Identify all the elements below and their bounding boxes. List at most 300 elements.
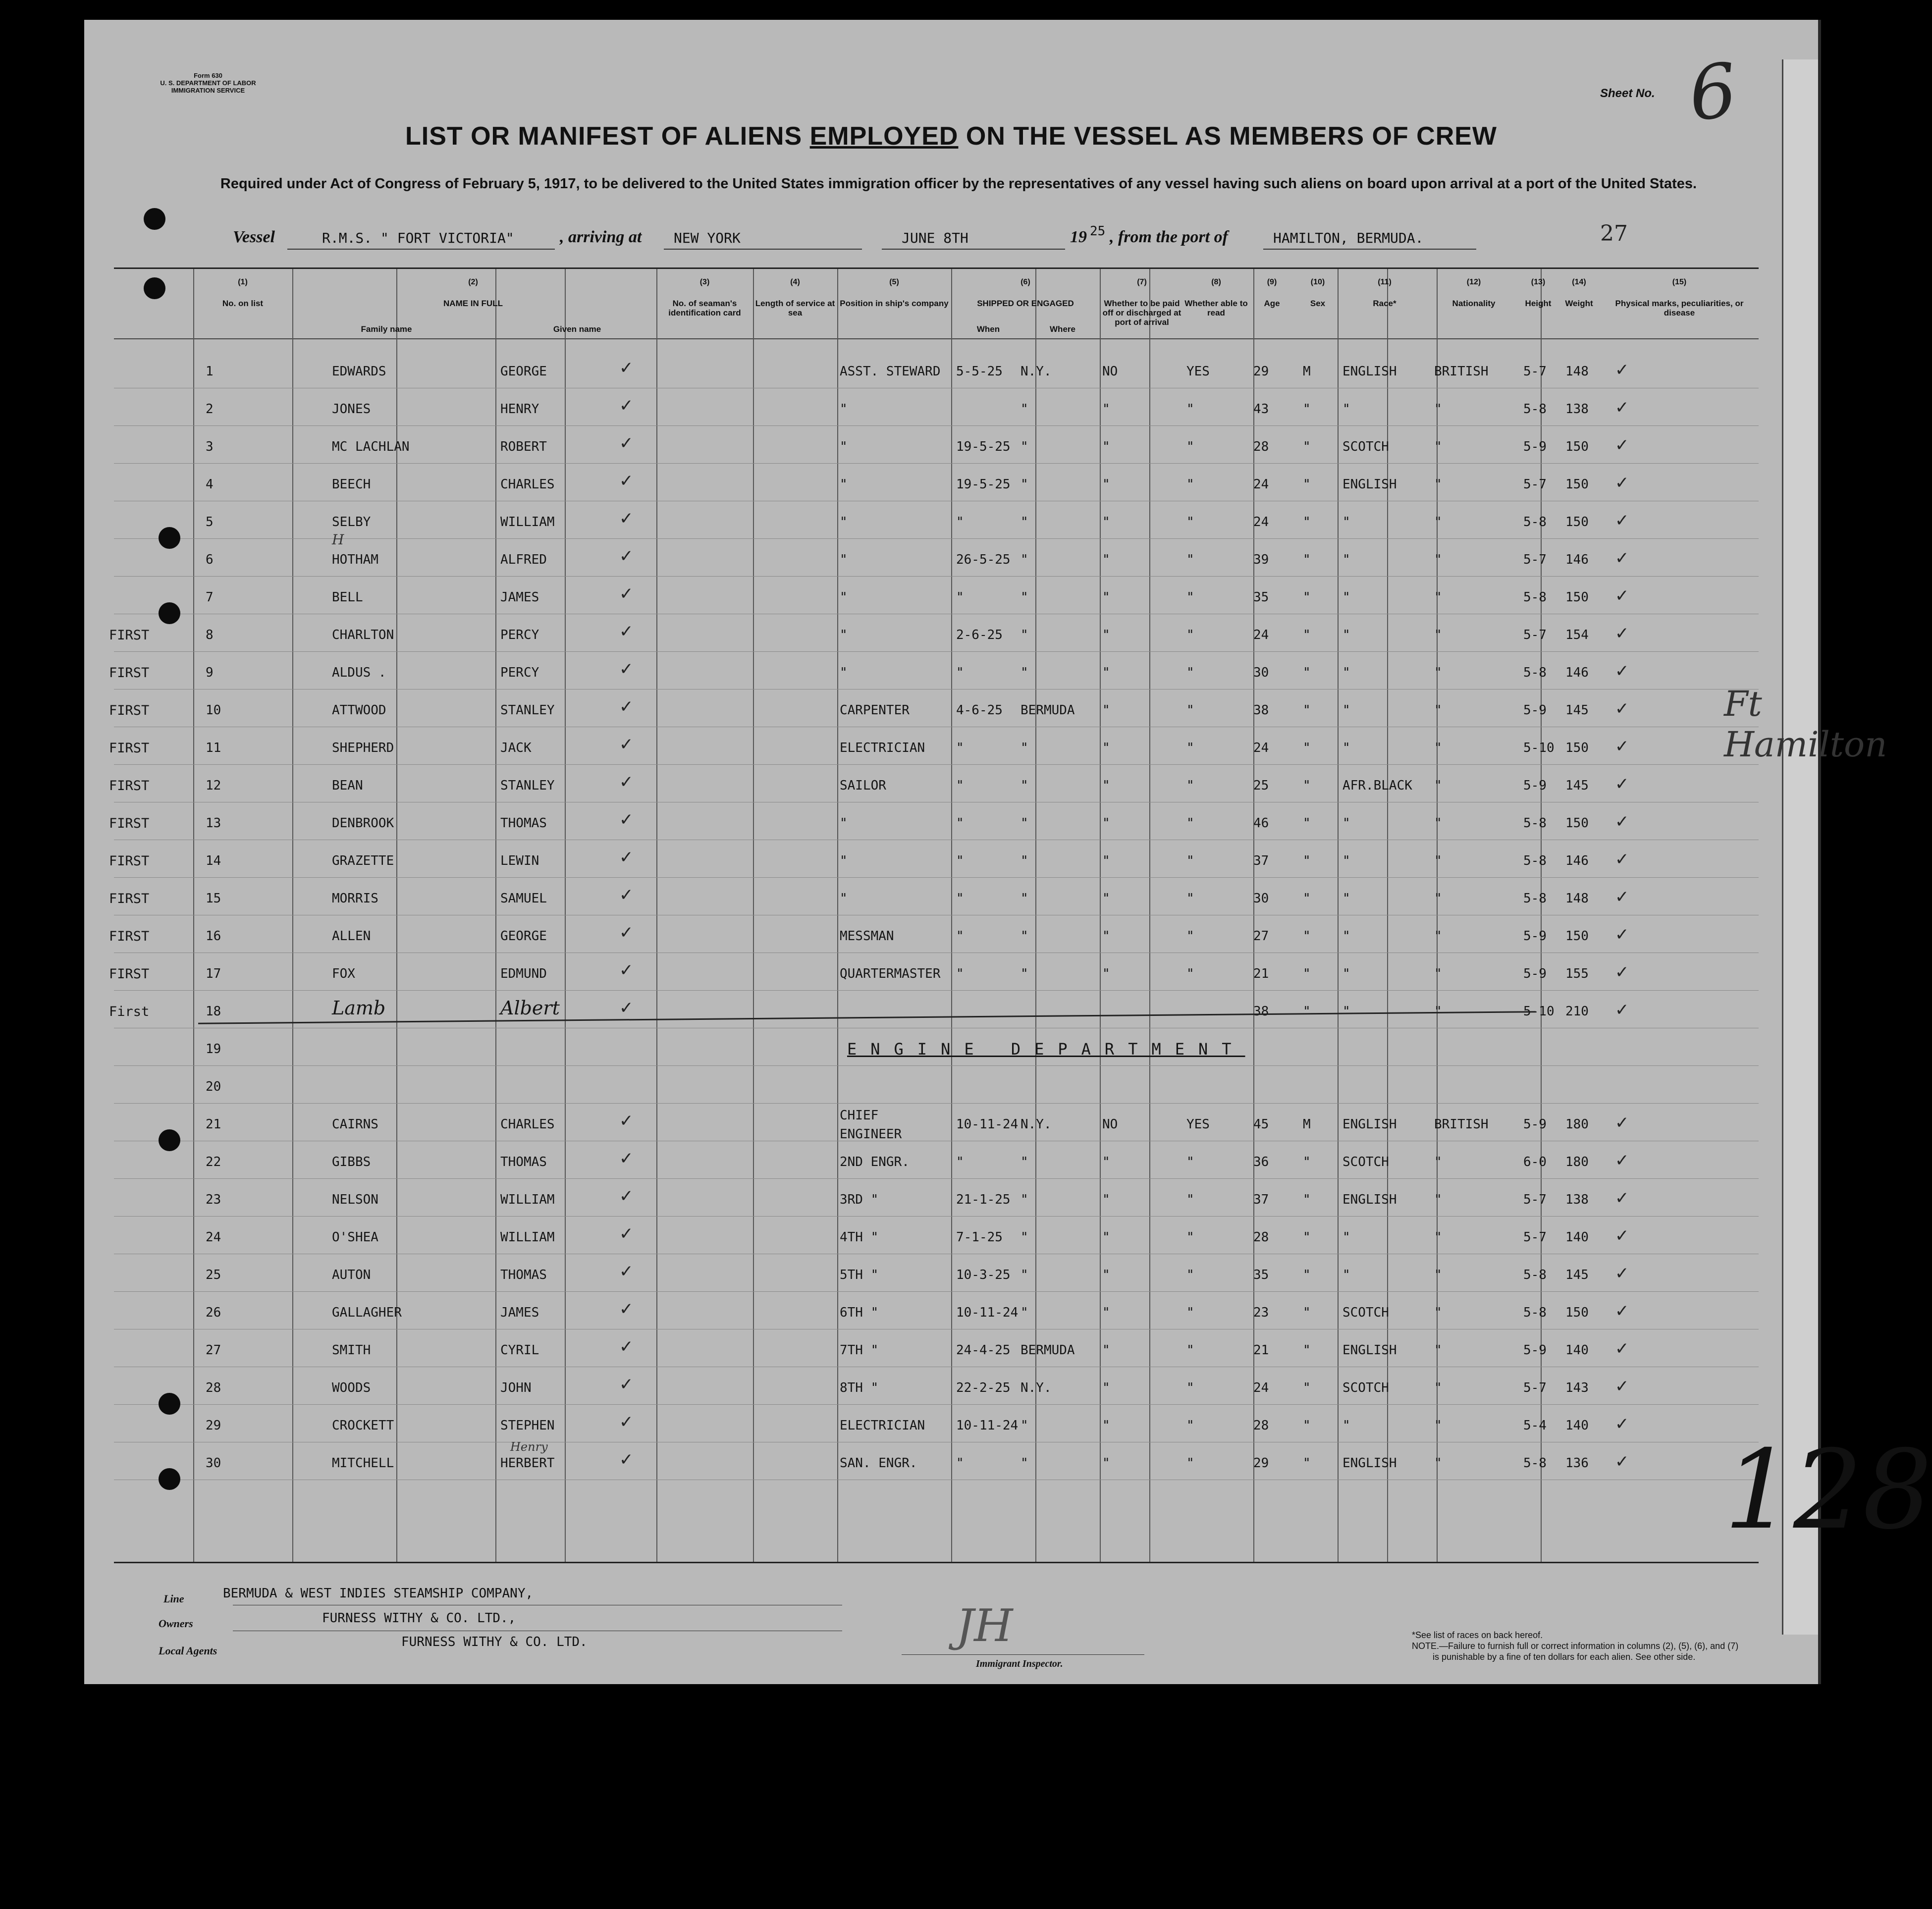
cell-nat: " bbox=[1434, 816, 1442, 831]
cell-position: " bbox=[840, 590, 848, 605]
cell-position: ELECTRICIAN bbox=[840, 741, 925, 755]
cell-paid: NO bbox=[1102, 364, 1118, 379]
cell-no: 6 bbox=[206, 552, 214, 567]
cell-race: ENGLISH bbox=[1342, 1343, 1397, 1358]
check-mark-icon: ✓ bbox=[1615, 661, 1629, 681]
cell-read: " bbox=[1186, 1418, 1194, 1433]
cell-position: " bbox=[840, 891, 848, 906]
table-row bbox=[109, 617, 1759, 654]
cell-where: " bbox=[1020, 1418, 1028, 1433]
cell-no: 9 bbox=[206, 665, 214, 680]
cell-no: 8 bbox=[206, 628, 214, 642]
cell-weight: 155 bbox=[1565, 966, 1589, 981]
cell-where: " bbox=[1020, 853, 1028, 868]
inspector-label: Immigrant Inspector. bbox=[976, 1658, 1063, 1669]
cell-age: 30 bbox=[1253, 665, 1269, 680]
cell-weight: 145 bbox=[1565, 778, 1589, 793]
cell-position: 8TH " bbox=[840, 1380, 879, 1395]
cell-race: ENGLISH bbox=[1342, 477, 1397, 492]
cell-position: " bbox=[840, 552, 848, 567]
cell-position: " bbox=[840, 628, 848, 642]
cell-race: " bbox=[1342, 703, 1350, 718]
cell-family: CHARLTON bbox=[332, 628, 394, 642]
table-row bbox=[114, 541, 1759, 579]
cell-read: YES bbox=[1186, 364, 1210, 379]
column-number: (3) bbox=[699, 278, 710, 286]
cell-no: 19 bbox=[206, 1042, 221, 1057]
cell-height: 5-8 bbox=[1523, 853, 1547, 868]
cell-read: " bbox=[1186, 1192, 1194, 1207]
column-number: (12) bbox=[1466, 278, 1481, 286]
table-row bbox=[114, 1370, 1759, 1407]
cell-given: HENRY bbox=[500, 402, 539, 417]
cell-race: " bbox=[1342, 816, 1350, 831]
cell-family: ALDUS . bbox=[332, 665, 386, 680]
cell-age: 24 bbox=[1253, 741, 1269, 755]
cell-where: N.Y. bbox=[1020, 1117, 1052, 1132]
cell-sex: " bbox=[1303, 816, 1311, 831]
cell-nat: " bbox=[1434, 1230, 1442, 1245]
cell-sex: M bbox=[1303, 1117, 1311, 1132]
cell-age: 30 bbox=[1253, 891, 1269, 906]
line-name: BERMUDA & WEST INDIES STEAMSHIP COMPANY, bbox=[223, 1586, 534, 1601]
manifest-footer bbox=[114, 1570, 1759, 1669]
cell-family: MITCHELL bbox=[332, 1456, 394, 1471]
note-failure: NOTE.—Failure to furnish full or correct information in columns (2), (5), (6), and (7) bbox=[1412, 1641, 1739, 1651]
column-number: (1) bbox=[238, 278, 248, 286]
id-check-mark-icon: ✓ bbox=[619, 1224, 634, 1244]
cell-when: 10-11-24 bbox=[956, 1305, 1019, 1320]
page-subtitle: Required under Act of Congress of February 5, 1917, to be delivered to the United States immigration officer by the representatives of any vessel having such aliens on board upon arrival at a port of the United States. bbox=[220, 176, 1697, 192]
cell-where: " bbox=[1020, 741, 1028, 755]
cell-height: 5-8 bbox=[1523, 1305, 1547, 1320]
punch-hole bbox=[144, 208, 165, 230]
cell-when: " bbox=[956, 929, 964, 944]
agents-name: FURNESS WITHY & CO. LTD. bbox=[401, 1635, 588, 1649]
column-header: No. on list bbox=[222, 299, 264, 308]
cell-paid: NO bbox=[1102, 1117, 1118, 1132]
cell-height: 5-9 bbox=[1523, 929, 1547, 944]
table-row bbox=[114, 504, 1759, 541]
cell-height: 5-7 bbox=[1523, 628, 1547, 642]
cell-position: " bbox=[840, 515, 848, 530]
id-check-mark-icon: ✓ bbox=[619, 1111, 634, 1131]
first-class-label: FIRST bbox=[109, 853, 150, 869]
cell-given: EDMUND bbox=[500, 966, 547, 981]
given-name-correction: Henry bbox=[510, 1440, 548, 1454]
cell-when: " bbox=[956, 590, 964, 605]
cell-paid: " bbox=[1102, 1343, 1110, 1358]
check-mark-icon: ✓ bbox=[1615, 1000, 1629, 1020]
cell-position: 7TH " bbox=[840, 1343, 879, 1358]
cell-where: " bbox=[1020, 590, 1028, 605]
cell-height: 5-8 bbox=[1523, 816, 1547, 831]
cell-paid: " bbox=[1102, 665, 1110, 680]
column-number: (8) bbox=[1211, 278, 1221, 286]
check-mark-icon: ✓ bbox=[1615, 1151, 1629, 1170]
cell-paid: " bbox=[1102, 515, 1110, 530]
cell-no: 7 bbox=[206, 590, 214, 605]
check-mark-icon: ✓ bbox=[1615, 398, 1629, 418]
cell-no: 23 bbox=[206, 1192, 221, 1207]
cell-nat: " bbox=[1434, 966, 1442, 981]
cell-read: " bbox=[1186, 1343, 1194, 1358]
cell-nat: " bbox=[1434, 402, 1442, 417]
cell-no: 28 bbox=[206, 1380, 221, 1395]
column-number: (15) bbox=[1672, 278, 1687, 286]
cell-weight: 180 bbox=[1565, 1117, 1589, 1132]
first-class-label: FIRST bbox=[109, 816, 150, 831]
cell-age: 29 bbox=[1253, 364, 1269, 379]
cell-family: DENBROOK bbox=[332, 816, 394, 831]
cell-paid: " bbox=[1102, 1380, 1110, 1395]
id-check-mark-icon: ✓ bbox=[619, 358, 634, 378]
cell-age: 28 bbox=[1253, 1418, 1269, 1433]
cell-height: 5-7 bbox=[1523, 552, 1547, 567]
cell-no: 20 bbox=[206, 1079, 221, 1094]
cell-read: " bbox=[1186, 515, 1194, 530]
cell-no: 16 bbox=[206, 929, 221, 944]
punch-hole bbox=[159, 1468, 180, 1490]
cell-given: GEORGE bbox=[500, 364, 547, 379]
id-check-mark-icon: ✓ bbox=[619, 546, 634, 566]
cell-nat: " bbox=[1434, 891, 1442, 906]
cell-sex: " bbox=[1303, 1192, 1311, 1207]
cell-height: 5-8 bbox=[1523, 515, 1547, 530]
handwritten-total: 128 bbox=[1724, 1427, 1932, 1553]
cell-race: ENGLISH bbox=[1342, 364, 1397, 379]
column-header: Whether able to read bbox=[1184, 299, 1248, 318]
cell-read: " bbox=[1186, 1305, 1194, 1320]
column-number: (9) bbox=[1267, 278, 1277, 286]
cell-race: " bbox=[1342, 1230, 1350, 1245]
column-header: Sex bbox=[1310, 299, 1326, 308]
table-row bbox=[114, 1181, 1759, 1219]
column-number: (5) bbox=[889, 278, 899, 286]
table-row bbox=[114, 353, 1759, 390]
cell-race: SCOTCH bbox=[1342, 1380, 1389, 1395]
cell-sex: " bbox=[1303, 966, 1311, 981]
cell-height: 5-8 bbox=[1523, 1268, 1547, 1282]
table-row bbox=[109, 880, 1759, 917]
cell-family: MORRIS bbox=[332, 891, 378, 906]
id-check-mark-icon: ✓ bbox=[619, 1149, 634, 1168]
engine-department-heading: ENGINE DEPARTMENT bbox=[847, 1040, 1245, 1059]
cell-sex: " bbox=[1303, 1155, 1311, 1169]
column-header: Whether to be paid off or discharged at port of arrival bbox=[1102, 299, 1181, 327]
cell-where: N.Y. bbox=[1020, 1380, 1052, 1395]
first-class-label: First bbox=[109, 1004, 150, 1019]
cell-no: 5 bbox=[206, 515, 214, 530]
cell-no: 18 bbox=[206, 1004, 221, 1019]
cell-sex: " bbox=[1303, 741, 1311, 755]
cell-height: 5-7 bbox=[1523, 477, 1547, 492]
id-check-mark-icon: ✓ bbox=[619, 1299, 634, 1319]
cell-age: 38 bbox=[1253, 1004, 1269, 1019]
id-check-mark-icon: ✓ bbox=[619, 960, 634, 980]
id-check-mark-icon: ✓ bbox=[619, 1412, 634, 1432]
cell-where: " bbox=[1020, 552, 1028, 567]
cell-height: 5-8 bbox=[1523, 891, 1547, 906]
cell-weight: 148 bbox=[1565, 891, 1589, 906]
cell-weight: 138 bbox=[1565, 402, 1589, 417]
header-rule bbox=[114, 338, 1759, 339]
check-mark-icon: ✓ bbox=[1615, 511, 1629, 530]
cell-read: " bbox=[1186, 741, 1194, 755]
cell-sex: " bbox=[1303, 1004, 1311, 1019]
cell-read: " bbox=[1186, 1268, 1194, 1282]
table-row bbox=[114, 579, 1759, 616]
cell-given: PERCY bbox=[500, 665, 539, 680]
vessel-label: Vessel bbox=[233, 228, 275, 246]
cell-given: CHARLES bbox=[500, 477, 555, 492]
cell-weight: 150 bbox=[1565, 515, 1589, 530]
service-name: IMMIGRATION SERVICE bbox=[171, 87, 245, 94]
cell-when: " bbox=[956, 665, 964, 680]
cell-given: Albert bbox=[500, 997, 560, 1019]
cell-position: ASST. STEWARD bbox=[840, 364, 941, 379]
cell-family: FOX bbox=[332, 966, 355, 981]
first-class-label: FIRST bbox=[109, 741, 150, 756]
cell-no: 10 bbox=[206, 703, 221, 718]
cell-nat: " bbox=[1434, 552, 1442, 567]
id-check-mark-icon: ✓ bbox=[619, 885, 634, 905]
id-check-mark-icon: ✓ bbox=[619, 471, 634, 491]
cell-age: 35 bbox=[1253, 1268, 1269, 1282]
cell-nat: " bbox=[1434, 1305, 1442, 1320]
line-label: Line bbox=[163, 1592, 184, 1605]
cell-height: 5-9 bbox=[1523, 778, 1547, 793]
cell-weight: 150 bbox=[1565, 439, 1589, 454]
cell-sex: " bbox=[1303, 1380, 1311, 1395]
cell-height: 5-9 bbox=[1523, 439, 1547, 454]
column-header: Race* bbox=[1373, 299, 1396, 308]
check-mark-icon: ✓ bbox=[1615, 887, 1629, 907]
cell-family: GALLAGHER bbox=[332, 1305, 402, 1320]
cell-race: " bbox=[1342, 1004, 1350, 1019]
column-number: (14) bbox=[1572, 278, 1586, 286]
cell-family: ATTWOOD bbox=[332, 703, 386, 718]
cell-age: 24 bbox=[1253, 477, 1269, 492]
cell-weight: 140 bbox=[1565, 1343, 1589, 1358]
column-header: No. of seaman's identification card bbox=[668, 299, 741, 318]
cell-weight: 140 bbox=[1565, 1230, 1589, 1245]
id-check-mark-icon: ✓ bbox=[619, 697, 634, 717]
cell-when: " bbox=[956, 1155, 964, 1169]
cell-family: BEECH bbox=[332, 477, 371, 492]
cell-given: JOHN bbox=[500, 1380, 532, 1395]
cell-paid: " bbox=[1102, 1268, 1110, 1282]
cell-where: " bbox=[1020, 1268, 1028, 1282]
cell-age: 21 bbox=[1253, 966, 1269, 981]
page-edge bbox=[1782, 59, 1818, 1635]
cell-weight: 150 bbox=[1565, 1305, 1589, 1320]
cell-sex: " bbox=[1303, 891, 1311, 906]
column-number: (2) bbox=[468, 278, 478, 286]
cell-read: " bbox=[1186, 816, 1194, 831]
cell-no: 4 bbox=[206, 477, 214, 492]
year-suffix: 25 bbox=[1090, 224, 1106, 239]
cell-no: 13 bbox=[206, 816, 221, 831]
cell-read: " bbox=[1186, 590, 1194, 605]
table-row bbox=[109, 955, 1759, 993]
cell-position: 6TH " bbox=[840, 1305, 879, 1320]
cell-height: 5-8 bbox=[1523, 1456, 1547, 1471]
punch-hole bbox=[159, 602, 180, 624]
cell-family: SELBY bbox=[332, 515, 371, 530]
cell-position: 5TH " bbox=[840, 1268, 879, 1282]
cell-no: 30 bbox=[206, 1456, 221, 1471]
page-count: 27 bbox=[1600, 221, 1628, 246]
cell-weight: 150 bbox=[1565, 929, 1589, 944]
cell-sex: " bbox=[1303, 515, 1311, 530]
column-number: (11) bbox=[1378, 278, 1392, 286]
department-name: U. S. DEPARTMENT OF LABOR bbox=[160, 79, 256, 87]
cell-race: ENGLISH bbox=[1342, 1192, 1397, 1207]
cell-age: 28 bbox=[1253, 439, 1269, 454]
cell-height: 5-7 bbox=[1523, 1230, 1547, 1245]
cell-race: ENGLISH bbox=[1342, 1456, 1397, 1471]
cell-weight: 154 bbox=[1565, 628, 1589, 642]
cell-where: " bbox=[1020, 1305, 1028, 1320]
id-check-mark-icon: ✓ bbox=[619, 396, 634, 416]
from-label: , from the port of bbox=[1110, 228, 1228, 246]
table-row bbox=[114, 1106, 1759, 1143]
punch-hole bbox=[159, 1393, 180, 1415]
cell-height: 5-10 bbox=[1523, 1004, 1555, 1019]
cell-sex: " bbox=[1303, 1456, 1311, 1471]
check-mark-icon: ✓ bbox=[1615, 473, 1629, 493]
id-check-mark-icon: ✓ bbox=[619, 659, 634, 679]
cell-read: " bbox=[1186, 628, 1194, 642]
cell-age: 43 bbox=[1253, 402, 1269, 417]
column-header: Nationality bbox=[1452, 299, 1496, 308]
id-check-mark-icon: ✓ bbox=[619, 772, 634, 792]
cell-where: " bbox=[1020, 439, 1028, 454]
cell-race: " bbox=[1342, 966, 1350, 981]
table-row bbox=[114, 1144, 1759, 1181]
cell-paid: " bbox=[1102, 628, 1110, 642]
check-mark-icon: ✓ bbox=[1615, 435, 1629, 455]
table-row bbox=[109, 692, 1759, 729]
cell-paid: " bbox=[1102, 703, 1110, 718]
cell-weight: 146 bbox=[1565, 853, 1589, 868]
id-check-mark-icon: ✓ bbox=[619, 1186, 634, 1206]
cell-age: 24 bbox=[1253, 628, 1269, 642]
cell-no: 26 bbox=[206, 1305, 221, 1320]
table-row bbox=[114, 1407, 1759, 1444]
column-header: Position in ship's company bbox=[840, 299, 949, 308]
sheet-label: Sheet No. bbox=[1600, 87, 1655, 100]
cell-age: 24 bbox=[1253, 1380, 1269, 1395]
cell-where: " bbox=[1020, 929, 1028, 944]
cell-given: WILLIAM bbox=[500, 1192, 555, 1207]
id-check-mark-icon: ✓ bbox=[619, 810, 634, 830]
cell-family: BEAN bbox=[332, 778, 363, 793]
cell-no: 24 bbox=[206, 1230, 221, 1245]
year-prefix: 19 bbox=[1070, 228, 1087, 246]
cell-given: WILLIAM bbox=[500, 515, 555, 530]
id-check-mark-icon: ✓ bbox=[619, 433, 634, 453]
punch-hole bbox=[144, 277, 165, 299]
cell-given: THOMAS bbox=[500, 1268, 547, 1282]
cell-race: " bbox=[1342, 590, 1350, 605]
cell-age: 29 bbox=[1253, 1456, 1269, 1471]
cell-position: CARPENTER bbox=[840, 703, 910, 718]
cell-when: " bbox=[956, 515, 964, 530]
cell-race: AFR.BLACK bbox=[1342, 778, 1412, 793]
cell-age: 35 bbox=[1253, 590, 1269, 605]
cell-where: N.Y. bbox=[1020, 364, 1052, 379]
cell-race: " bbox=[1342, 1418, 1350, 1433]
cell-no: 15 bbox=[206, 891, 221, 906]
cell-position: ELECTRICIAN bbox=[840, 1418, 925, 1433]
check-mark-icon: ✓ bbox=[1615, 737, 1629, 756]
check-mark-icon: ✓ bbox=[1615, 774, 1629, 794]
cell-height: 5-4 bbox=[1523, 1418, 1547, 1433]
cell-when: 10-11-24 bbox=[956, 1418, 1019, 1433]
id-check-mark-icon: ✓ bbox=[619, 998, 634, 1018]
cell-weight: 140 bbox=[1565, 1418, 1589, 1433]
arriving-rule bbox=[664, 249, 862, 250]
cell-where: " bbox=[1020, 1456, 1028, 1471]
column-number: (13) bbox=[1531, 278, 1546, 286]
cell-when: 10-11-24 bbox=[956, 1117, 1019, 1132]
cell-nat: " bbox=[1434, 1343, 1442, 1358]
column-header: NAME IN FULL bbox=[443, 299, 503, 308]
cell-no: 12 bbox=[206, 778, 221, 793]
cell-family: AUTON bbox=[332, 1268, 371, 1282]
cell-height: 5-7 bbox=[1523, 1380, 1547, 1395]
inspector-signature: JH bbox=[956, 1600, 1013, 1652]
sheet-number: 6 bbox=[1685, 47, 1741, 138]
id-check-mark-icon: ✓ bbox=[619, 923, 634, 943]
cell-weight: 136 bbox=[1565, 1456, 1589, 1471]
table-row bbox=[114, 1257, 1759, 1294]
cell-read: " bbox=[1186, 1380, 1194, 1395]
cell-paid: " bbox=[1102, 1192, 1110, 1207]
id-check-mark-icon: ✓ bbox=[619, 735, 634, 754]
column-header: Weight bbox=[1565, 299, 1593, 308]
cell-given: GEORGE bbox=[500, 929, 547, 944]
cell-where: " bbox=[1020, 1230, 1028, 1245]
cell-family: O'SHEA bbox=[332, 1230, 378, 1245]
check-mark-icon: ✓ bbox=[1615, 360, 1629, 380]
cell-nat: " bbox=[1434, 1268, 1442, 1282]
crew-manifest-table bbox=[109, 267, 1759, 1563]
id-check-mark-icon: ✓ bbox=[619, 1375, 634, 1394]
cell-race: SCOTCH bbox=[1342, 1155, 1389, 1169]
first-class-label: FIRST bbox=[109, 665, 150, 681]
cell-paid: " bbox=[1102, 816, 1110, 831]
agents-label: Local Agents bbox=[159, 1644, 217, 1657]
cell-position: " bbox=[840, 402, 848, 417]
cell-sex: " bbox=[1303, 665, 1311, 680]
form-header bbox=[144, 72, 272, 94]
inspector-rule bbox=[902, 1654, 1144, 1655]
cell-given: SAMUEL bbox=[500, 891, 547, 906]
cell-given: CYRIL bbox=[500, 1343, 539, 1358]
cell-weight: 145 bbox=[1565, 1268, 1589, 1282]
id-check-mark-icon: ✓ bbox=[619, 1262, 634, 1281]
cell-read: " bbox=[1186, 439, 1194, 454]
page-title bbox=[84, 121, 1818, 151]
cell-position: " bbox=[840, 816, 848, 831]
cell-no: 21 bbox=[206, 1117, 221, 1132]
cell-given: JAMES bbox=[500, 1305, 539, 1320]
cell-when: " bbox=[956, 778, 964, 793]
cell-weight: 150 bbox=[1565, 590, 1589, 605]
